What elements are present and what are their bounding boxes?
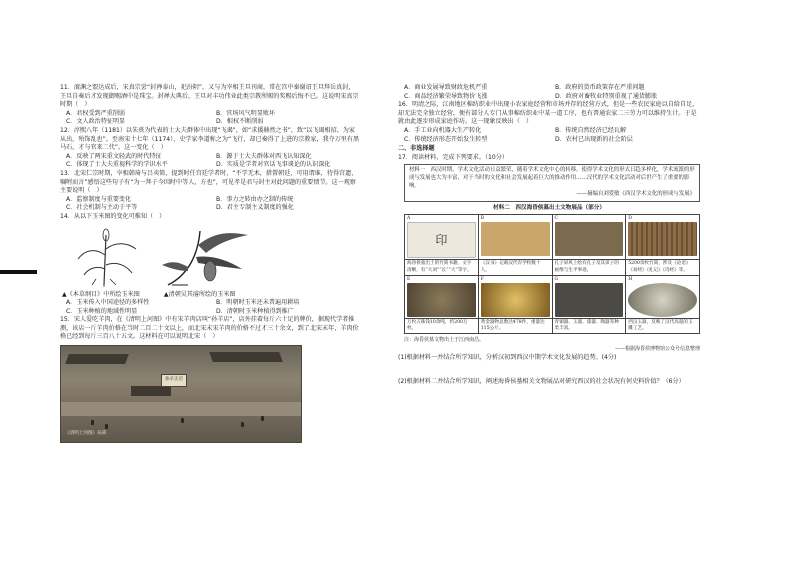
q11-option-c: C．文人政治特征明显 — [66, 118, 126, 126]
q13-option-b: B．事力之转由办之制的传统 — [216, 195, 294, 203]
label-b: 《汉书》记载汉代有学校数十人。 — [478, 260, 552, 275]
artifact-table — [404, 214, 700, 334]
q16-option-a: A．手工业向机器大生产转化 — [404, 126, 482, 134]
question-14-stem: 14．从以下玉米图的变化可推知（ ） — [60, 212, 166, 220]
question-12-stem: 12．淳熙八年（1181）以朱熹为代表的士大夫群体中出现“飞谒”，如“求援赫然之书”，致“以飞谒相招、为家从出，殆饰乱也”。至南宋十七年（1174），史学家李道称之为“飞行，却已奏得了上进的宗教家，我夺万里有黑马石，才与官来二代”。这一变化（ ） — [60, 126, 360, 152]
question-15-stem: 15．宋人爱吃羊肉，在《清明上河图》中有宋羊肉店叫“孙羊店”，店外挂着每斤六十足的牌价，据现代学者推测，该店一斤羊肉价格在当时二百二十文以上，而北宋末宋羊肉的价格不过才三十余文，到了北宋末年，羊肉价格已经到每斤三百八十五文。这材料在可以说明北宋（ ） — [60, 316, 359, 341]
question-16 — [398, 101, 700, 144]
q12-option-c: C．体现了士大夫重视科学的学识水平 — [66, 161, 168, 169]
label-e: 万枚五铢钱10余吨，约200万枚。 — [405, 318, 479, 333]
q15-option-d: D．政府对畜牧业特别重视了通货膨胀 — [555, 92, 658, 100]
q11-option-a: A．君权受到严重削弱 — [66, 109, 126, 117]
q13-option-c: C．社会机制与主动于平等 — [66, 204, 138, 212]
left-column — [60, 84, 360, 443]
q14-option-d: D．清朝时玉米种植得到推广 — [216, 307, 294, 315]
question-17-stem: 17．阅读材料，完成下列要求。（10分） — [398, 153, 508, 161]
q16-option-b: B．传统自然经济已经瓦解 — [555, 126, 627, 134]
q13-option-d: D．君主专制主义制度的强化 — [216, 204, 294, 212]
q11-option-d: D．相权不断削弱 — [216, 118, 264, 126]
question-16-stem: 16．明清之际，江南地区棉纺织业中出现小农家庭经营和市场并存的经营方式，但是一些农民家庭以自给自足，却无法完全独立经营，便有部分人专门从事棉纺织业中某一道工序，也有普通农家二三劳力可以维持生计。于是就由此逐步形成家庭作坊。这一现象反映出（ ） — [398, 101, 699, 126]
sub-question-1: (1)根据材料一并结合所学知识，分析汉初到西汉中期学术文化发展的趋势。(4分) — [398, 353, 617, 361]
ming-corn-illustration — [74, 225, 144, 287]
q12-option-a: A．反映了两宋重文轻武的时代特征 — [66, 152, 162, 160]
seal-image: 印 — [407, 222, 476, 258]
q16-option-c: C．传统经济形态开始发生转型 — [404, 135, 488, 143]
right-column — [398, 84, 700, 387]
table-note: 注：海昏侯墓文物出土于江西南昌。 — [404, 337, 485, 344]
question-14 — [60, 213, 360, 316]
label-f: 黄金器物总数达478件，重量达115公斤。 — [478, 318, 552, 333]
material-one-box — [404, 164, 700, 201]
label-a: 海昏侯墓出土的竹简书籍，文字清晰，有“大刘”“长”“大”等字。 — [405, 260, 479, 275]
cell-a: A 印 — [405, 215, 479, 260]
section-heading: 二、非选择题 — [398, 145, 435, 153]
cell-h: H — [626, 275, 700, 318]
q15-options — [398, 84, 700, 101]
question-11 — [60, 84, 360, 127]
table-source: ——根据海昏侯博物馆公众号信息整理 — [614, 345, 700, 352]
question-15 — [60, 316, 360, 443]
cell-b: B — [478, 215, 552, 260]
gold-image — [481, 283, 550, 317]
book-image — [481, 222, 550, 256]
material-one-source: ——摘编自刘爱敏《西汉学术文化的形成与发展》 — [576, 190, 695, 197]
bronze-image — [555, 283, 624, 317]
sub-question-2: (2)根据材料二并结合所学知识，阐述海昏侯墓相关文物展品对研究西汉的社会状况有何史料价值？（6分） — [398, 378, 685, 386]
screen-image — [555, 222, 624, 256]
material-one-text: 材料一 西汉时期，学术文化活动日益繁荣，随着学术文化中心的转移，使得学术文化的形式日趋多样化，学术流派的形成与发展也大为丰富，对于当时的文化和社会发展起着巨大的推动作用……汉代的学术文化活动对后世产生了重要的影响。 — [409, 167, 695, 189]
figure-caption-qing: ▲清朝吴其濬所绘的玉米图 — [163, 290, 236, 298]
jade-image — [628, 283, 697, 317]
q15-option-c: C．商品经济繁荣导致物价飞涨 — [404, 92, 488, 100]
figure-caption-ming: ▲《本草纲目》中所绘玉米图 — [62, 290, 140, 298]
q11-option-b: B．官场风气明显败坏 — [216, 109, 276, 117]
q14-option-c: C．玉米种植的地域性明显 — [66, 307, 138, 315]
question-11-stem: 11．澶渊之盟达成后，宋真宗尝“封禅泰山，祀汾阴”，又与为宰相王旦刊商，常在宫中秦谢诏王旦拜岳真封，王旦自奏后才发现御赐酒中是珠宝。封禅大典后，王旦对丰功伟业此类宗教所赐的奖赐后悔不已。这说明宋真宗时期（ ） — [60, 84, 359, 109]
shop-sign: 孙羊正店 — [161, 374, 187, 387]
q16-option-d: D．农村已出现新的社会阶层 — [555, 135, 633, 143]
q13-option-a: A．监察制度与重要变化 — [66, 195, 132, 203]
label-g: 青铜器、玉器、漆器、陶器等种类丰富。 — [552, 318, 626, 333]
question-13-stem: 13．北宋仁宗时期，宰相韩琦与吕夷简，提到时任宫廷学者时，“不学无术，措置朝廷，可用谓谁，待得宫遗，嘱咐而言”感悟这些句子有“为一拜子今因时中等人，方也”，可见孝是君与封主对此问题的重要情节。这一观察主要说明（ ） — [60, 169, 358, 195]
material-two-title: 材料二 西汉海昏侯墓出土文物展品（部分） — [493, 204, 605, 211]
cell-e: E — [405, 275, 479, 318]
cell-c: C — [552, 215, 626, 260]
qing-corn-illustration — [158, 225, 254, 289]
question-12 — [60, 127, 360, 170]
cell-d: D — [626, 215, 700, 260]
question-13 — [60, 170, 360, 213]
q14-option-b: B．明朝时玉米还未普遍用耕培 — [216, 299, 300, 307]
page-edge-mark — [0, 270, 37, 274]
qingming-painting — [60, 345, 302, 443]
q12-option-d: D．实质是学者对官话飞事谈论的认识深化 — [216, 161, 331, 169]
bamboo-slips-image — [628, 222, 697, 256]
cell-g: G — [552, 275, 626, 318]
label-c: 孔子屏风上绘有孔子及其弟子的画像与生平事迹。 — [552, 260, 626, 275]
cell-f: F — [478, 275, 552, 318]
painting-caption: 《清明上河图》局部 — [65, 431, 107, 437]
q15-option-b: B．政府的货币政策存在严重问题 — [555, 84, 645, 91]
coins-image — [407, 283, 476, 317]
label-h: 西汉玉器，反映了汉代高超的玉雕工艺。 — [626, 318, 700, 333]
q14-option-a: A．玉米传入中国途径的多样性 — [66, 299, 150, 307]
label-d: 5200余枚竹简，涉及《论语》《易经》《礼记》《诗经》等。 — [626, 260, 700, 275]
q12-option-b: B．源于士大夫群体对西飞认知深化 — [216, 152, 312, 160]
q15-option-a: A．商业发展导致财政危机严重 — [404, 84, 488, 91]
